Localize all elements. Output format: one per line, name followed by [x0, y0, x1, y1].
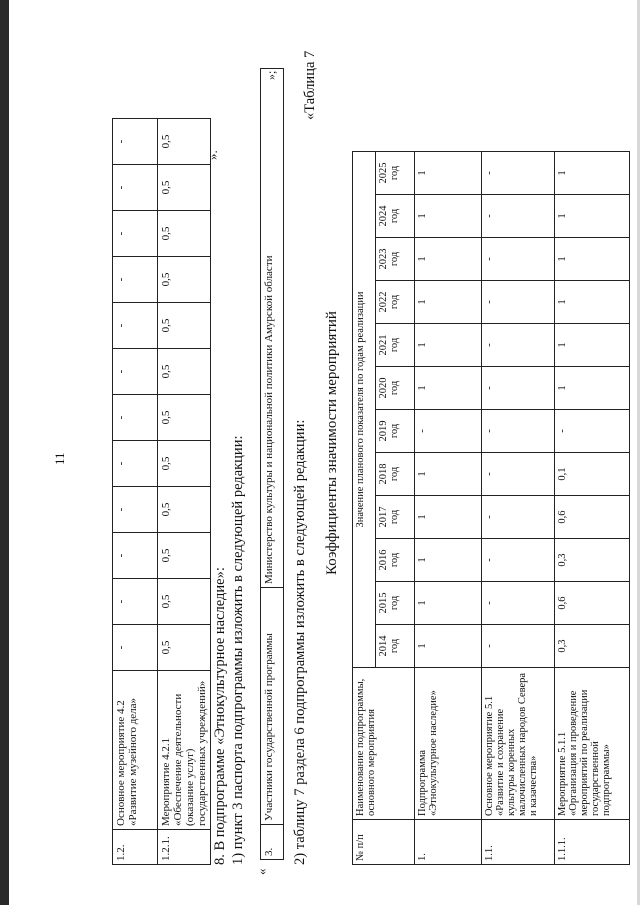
cell: 1: [555, 281, 630, 324]
cell: 0,3: [555, 539, 630, 582]
year-header: 2022 год: [376, 281, 415, 324]
cell: -: [113, 211, 158, 257]
cell: -: [482, 324, 555, 367]
cell: 0,5: [158, 211, 211, 257]
page-number: 11: [52, 452, 67, 465]
cell: -: [113, 165, 158, 211]
table-label: «Таблица 7: [302, 50, 318, 120]
cell: 1: [415, 152, 482, 195]
cell: -: [113, 579, 158, 625]
cell: -: [482, 238, 555, 281]
year-header: 2015 год: [376, 582, 415, 625]
cell: -: [113, 533, 158, 579]
row-num: 1.2.1.: [158, 830, 211, 865]
table-row: [158, 119, 211, 865]
header-num: № п/п: [353, 820, 415, 865]
cell: -: [113, 395, 158, 441]
cell: -: [555, 410, 630, 453]
cell: 1: [415, 324, 482, 367]
cell: -: [113, 441, 158, 487]
cell: 1: [555, 152, 630, 195]
cell: 1: [555, 195, 630, 238]
cell: 0,5: [158, 349, 211, 395]
year-header: 2020 год: [376, 367, 415, 410]
cell: 1: [415, 281, 482, 324]
item-2-text: 2) таблицу 7 раздела 6 подпрограммы изложить в следующей редакции:: [292, 419, 308, 865]
cell: 1: [415, 496, 482, 539]
cell: 0,5: [158, 257, 211, 303]
year-header: 2023 год: [376, 238, 415, 281]
cell: -: [482, 496, 555, 539]
table-row: [555, 152, 630, 865]
section-heading: 8. В подпрограмме «Этнокультурное наследие»:: [212, 567, 228, 865]
cell: -: [482, 625, 555, 668]
year-header: 2019 год: [376, 410, 415, 453]
year-header: 2021 год: [376, 324, 415, 367]
table-row: [261, 69, 284, 860]
year-header: 2018 год: [376, 453, 415, 496]
cell: 1: [555, 367, 630, 410]
row-name: Подпрограмма «Этнокультурное наследие»: [415, 668, 482, 820]
table-7: [352, 151, 630, 865]
cell: 0,5: [158, 487, 211, 533]
cell: 1: [415, 625, 482, 668]
cell: 0,5: [158, 625, 211, 671]
table-top: [112, 118, 211, 865]
cell: -: [113, 257, 158, 303]
row-value: Министерство культуры и национальной политики Амурской области: [261, 69, 284, 588]
cell: -: [482, 367, 555, 410]
row-name: Основное мероприятие 5.1 «Развитие и сохранение культуры коренных малочисленных народов Севера и казачества»: [482, 668, 555, 820]
cell: 0,6: [555, 496, 630, 539]
table-row: [482, 152, 555, 865]
header-group: Значение планового показателя по годам реализации: [353, 152, 376, 668]
year-header: 2017 год: [376, 496, 415, 539]
open-quote: «: [254, 868, 269, 875]
passport-table: [260, 68, 284, 860]
cell: -: [482, 195, 555, 238]
cell: 0,5: [158, 533, 211, 579]
cell: 0,5: [158, 119, 211, 165]
row-num: 3.: [261, 825, 284, 860]
rotated-page: [12, 0, 632, 905]
cell: -: [113, 303, 158, 349]
table-row: [415, 152, 482, 865]
cell: -: [482, 281, 555, 324]
cell: -: [482, 539, 555, 582]
year-header: 2014 год: [376, 625, 415, 668]
cell: -: [482, 582, 555, 625]
item-1-text: 1) пункт 3 паспорта подпрограммы изложить в следующей редакции:: [230, 435, 246, 865]
cell: 0,3: [555, 625, 630, 668]
cell: 1: [415, 367, 482, 410]
year-header: 2025 год: [376, 152, 415, 195]
cell: 1: [415, 582, 482, 625]
cell: 0,5: [158, 303, 211, 349]
header-name: Наименование подпрограммы, основного мероприятия: [353, 668, 415, 820]
cell: 0,1: [555, 453, 630, 496]
cell: -: [482, 453, 555, 496]
row-name: Мероприятие 5.1.1 «Организация и проведение мероприятий по реализации государственной подпрограммы»: [555, 668, 630, 820]
scan-edge: [0, 0, 9, 905]
cell: -: [482, 152, 555, 195]
cell: 0,5: [158, 395, 211, 441]
row-num: 1.: [415, 820, 482, 865]
year-header: 2016 год: [376, 539, 415, 582]
closing-quote: ».: [205, 150, 220, 160]
cell: -: [113, 625, 158, 671]
close-quote: »;: [264, 70, 278, 80]
cell: 0,5: [158, 579, 211, 625]
row-num: 1.1.1.: [555, 820, 630, 865]
row-name: Основное мероприятие 4.2 «Развитие музейного дела»: [113, 671, 158, 830]
cell: 1: [555, 238, 630, 281]
cell: 1: [415, 195, 482, 238]
cell: 1: [555, 324, 630, 367]
cell: 0,6: [555, 582, 630, 625]
cell: -: [482, 410, 555, 453]
cell: 1: [415, 539, 482, 582]
cell: 1: [415, 453, 482, 496]
row-name: Мероприятие 4.2.1 «Обеспечение деятельности (оказание услуг) государственных учреждений»: [158, 671, 211, 830]
cell: 0,5: [158, 441, 211, 487]
cell: -: [113, 349, 158, 395]
cell: -: [113, 119, 158, 165]
cell: 1: [415, 238, 482, 281]
table-header-row: [353, 152, 376, 865]
cell: -: [415, 410, 482, 453]
row-label: Участники государственной программы: [261, 588, 284, 825]
table-row: [113, 119, 158, 865]
table-title: Коэффициенты значимости мероприятий: [324, 311, 340, 575]
year-header: 2024 год: [376, 195, 415, 238]
cell: 0,5: [158, 165, 211, 211]
cell: -: [113, 487, 158, 533]
row-num: 1.2.: [113, 830, 158, 865]
row-num: 1.1.: [482, 820, 555, 865]
